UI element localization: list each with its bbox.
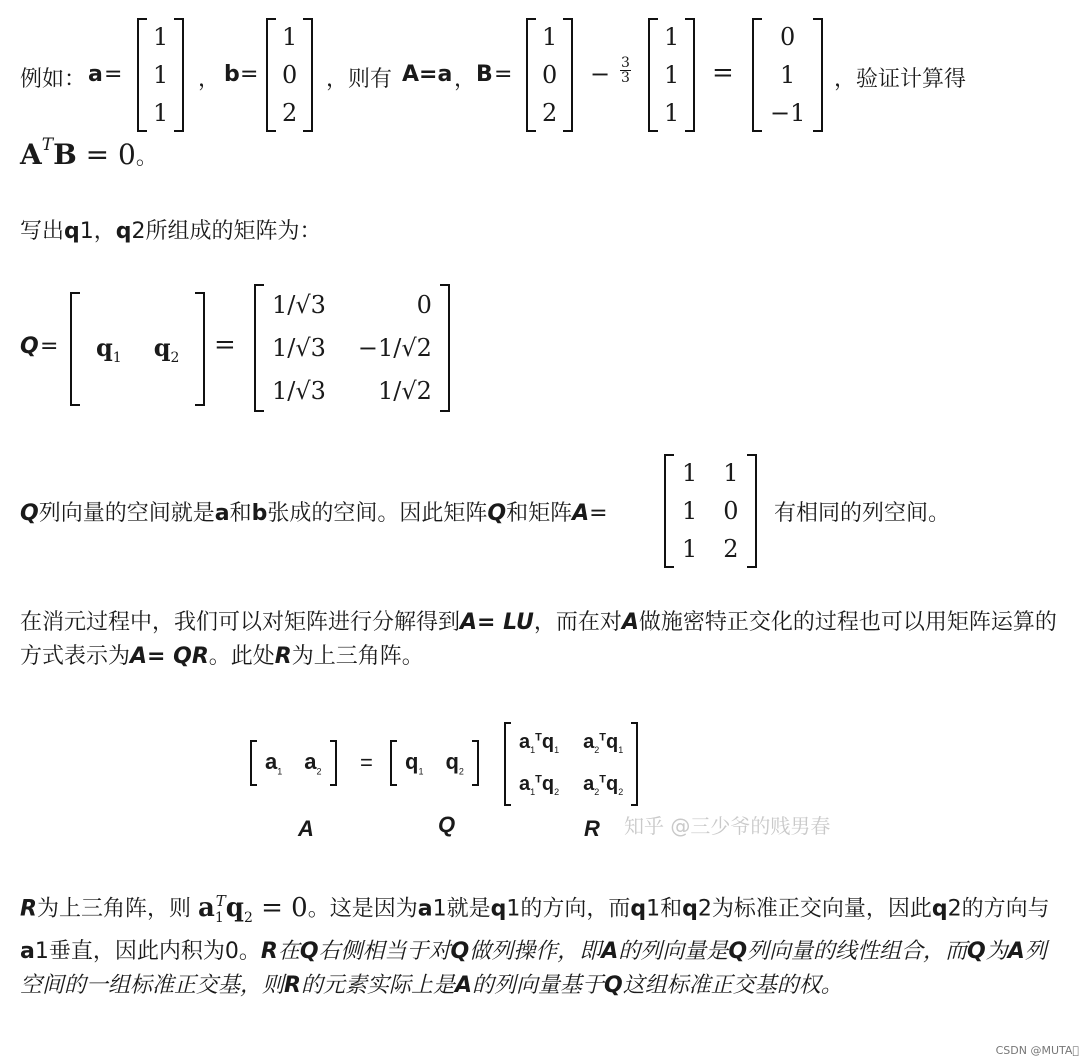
vector-a-entry: 1 xyxy=(153,99,169,127)
text: 的列向量是 xyxy=(618,938,729,964)
A-italic: A xyxy=(601,938,619,964)
vector-entry: 2 xyxy=(542,99,558,127)
text: 右侧相当于对 xyxy=(318,938,451,964)
text: 和 xyxy=(229,501,252,526)
q-bold: q xyxy=(630,896,647,922)
text: 为上三角阵，则 xyxy=(36,896,198,922)
vector-b-entry: 1 xyxy=(282,23,298,51)
vector-entry: −1 xyxy=(770,99,806,127)
text: 1的方向，而 xyxy=(506,896,631,922)
a1-entry: $a_1$ xyxy=(265,749,283,777)
minus-sign: − xyxy=(590,60,611,88)
Q-italic: Q xyxy=(487,501,507,526)
fraction-denominator: 3 xyxy=(621,70,630,86)
a-bold: a xyxy=(20,938,35,964)
atb-B: B xyxy=(53,138,77,171)
text: 所组成的矩阵为： xyxy=(145,219,322,244)
b-bold: b xyxy=(251,501,268,526)
vector-ones xyxy=(648,18,695,132)
figure-label-A: A xyxy=(298,816,314,841)
equals-sign: = xyxy=(104,62,123,87)
fraction xyxy=(620,56,631,85)
q-bold: q xyxy=(931,896,948,922)
verify-text: ，验证计算得 xyxy=(834,67,967,92)
comma: ， xyxy=(454,67,477,92)
q-entry: 1/√3 xyxy=(272,291,326,320)
text: 在消元过程中，我们可以对矩阵进行分解得到 xyxy=(20,610,461,635)
q2-column: $q_2$ xyxy=(153,332,180,366)
Q-italic: Q xyxy=(299,938,319,964)
figure-matrix-R xyxy=(504,722,638,806)
b-label: b xyxy=(224,62,240,87)
paragraph-explanation xyxy=(20,884,1065,1003)
matrix-A-entry: 1 xyxy=(723,459,739,487)
AQR-italic: A= QR xyxy=(130,644,209,669)
text: 和矩阵 xyxy=(506,501,573,526)
q1-column: $q_1$ xyxy=(96,332,122,366)
vector-entry: 1 xyxy=(542,23,558,51)
q-entry: 1/√3 xyxy=(272,333,326,362)
text: 2为标准正交向量，因此 xyxy=(697,896,932,922)
matrix-A xyxy=(664,454,757,568)
vector-entry: 1 xyxy=(664,23,680,51)
matrix-A-entry: 2 xyxy=(723,535,739,563)
text: 在 xyxy=(277,938,300,964)
q-entry: −1/√2 xyxy=(357,333,432,362)
text: 为 xyxy=(985,938,1008,964)
comma: ， xyxy=(198,67,221,92)
R-italic: R xyxy=(260,938,278,964)
q2-bold: q xyxy=(115,219,132,244)
text: 列向量的线性组合，而 xyxy=(747,938,968,964)
text: 列向量的空间就是 xyxy=(38,501,215,526)
Q-italic: Q xyxy=(728,938,748,964)
text: 写出 xyxy=(20,219,65,244)
equals-sign: = xyxy=(40,334,59,359)
equals-sign: = xyxy=(712,58,734,88)
atb-formula xyxy=(20,134,158,171)
R-italic: R xyxy=(20,896,37,922)
text: ，而在对 xyxy=(533,610,622,635)
figure-label-Q: Q xyxy=(438,812,456,837)
colspace-end: 有相同的列空间。 xyxy=(774,501,951,526)
vector-b xyxy=(266,18,313,132)
figure-label-R: R xyxy=(584,816,600,841)
vector-b-entry: 0 xyxy=(282,61,298,89)
a-bold: a xyxy=(214,501,230,526)
matrix-A-entry: 0 xyxy=(723,497,739,525)
figure-equals: = xyxy=(360,750,373,775)
matrix-A-entry: 1 xyxy=(682,535,698,563)
text: 的元素实际上是 xyxy=(300,972,455,998)
equals-sign: = xyxy=(240,62,259,87)
atb-T: T xyxy=(41,134,54,155)
q-entry: 0 xyxy=(416,291,432,320)
q-values-matrix xyxy=(254,284,450,412)
r11-entry: $a_1^Tq_1$ xyxy=(519,731,560,755)
text: 1就是 xyxy=(432,896,491,922)
q1-entry: $q_1$ xyxy=(405,749,424,777)
inline-formula: $a_1^Tq_2 = 0$ xyxy=(197,892,308,926)
text: = xyxy=(589,501,608,526)
A-italic: A xyxy=(621,610,639,635)
text: 这组标准正交基的权。 xyxy=(622,972,843,998)
q-entry: 1/√3 xyxy=(272,376,326,405)
A-italic: A xyxy=(454,972,473,998)
write-q-line xyxy=(20,214,322,245)
zhihu-watermark: 知乎 @三少爷的贱男春 xyxy=(624,814,831,838)
text: 。此处 xyxy=(208,644,275,669)
A-italic: A xyxy=(572,501,590,526)
atb-rest: = 0 xyxy=(76,138,136,171)
text: 张成的空间。因此矩阵 xyxy=(267,501,488,526)
R-italic: R xyxy=(284,972,301,998)
r21-entry: $a_1^Tq_2$ xyxy=(519,773,560,797)
a-label: a xyxy=(88,62,103,87)
Q-label: Q xyxy=(20,334,39,359)
intro-text: 例如： xyxy=(20,67,87,92)
text: 。这是因为 xyxy=(307,896,418,922)
text: 1垂直，因此内积为0。 xyxy=(34,938,261,964)
Q-italic: Q xyxy=(450,938,470,964)
vector-result xyxy=(752,18,823,132)
q2-entry: $q_2$ xyxy=(445,749,464,777)
Q-italic: Q xyxy=(604,972,623,998)
atb-period: 。 xyxy=(135,145,158,170)
text: 1 xyxy=(79,219,94,244)
A-italic: A xyxy=(1007,938,1025,964)
ALU-italic: A= LU xyxy=(460,610,534,635)
matrix-A-entry: 1 xyxy=(682,497,698,525)
csdn-footer: CSDN @MUTA⃝ xyxy=(995,1044,1079,1057)
matrix-A-entry: 1 xyxy=(682,459,698,487)
q-entry: 1/√2 xyxy=(378,376,432,405)
q-columns-matrix xyxy=(70,292,205,406)
fraction-numerator: 3 xyxy=(621,55,630,71)
A-eq-a: A=a xyxy=(402,62,453,87)
text: 的列向量基于 xyxy=(472,972,605,998)
B-label: B xyxy=(476,62,493,87)
Q-italic: Q xyxy=(967,938,986,964)
q1-bold: q xyxy=(64,219,80,244)
vector-entry: 1 xyxy=(664,61,680,89)
q-bold: q xyxy=(490,896,507,922)
vector-a-entry: 1 xyxy=(153,23,169,51)
text: 为上三角阵。 xyxy=(291,644,424,669)
equals-sign: = xyxy=(214,330,236,360)
vector-a xyxy=(137,18,184,132)
r22-entry: $a_2^Tq_2$ xyxy=(583,773,624,797)
atb-A: A xyxy=(20,138,42,171)
vector-entry: 1 xyxy=(780,61,796,89)
equals-sign: = xyxy=(494,62,513,87)
vector-entry: 0 xyxy=(542,61,558,89)
colspace-sentence xyxy=(20,496,608,527)
figure-matrix-Q xyxy=(390,740,479,786)
q-bold: q xyxy=(682,896,698,922)
vector-b-entry: 2 xyxy=(282,99,298,127)
text: 做施密特正交化的过程也可以用矩阵运算的方式表示为 xyxy=(20,610,1057,669)
text: 2的方向与 xyxy=(947,896,1050,922)
text: 做列操作，即 xyxy=(469,938,602,964)
vector-a-entry: 1 xyxy=(153,61,169,89)
figure-matrix-A xyxy=(250,740,337,786)
paragraph-decomposition xyxy=(20,606,1065,674)
vector-entry: 1 xyxy=(664,99,680,127)
then-text: ，则有 xyxy=(326,67,393,92)
text: 1和 xyxy=(646,896,683,922)
r12-entry: $a_2^Tq_1$ xyxy=(583,731,624,755)
Q-italic: Q xyxy=(20,501,39,526)
R-italic: R xyxy=(274,644,292,669)
a2-entry: $a_2$ xyxy=(304,749,322,777)
text: 列空间的一组标准正交基，则 xyxy=(20,938,1047,998)
vector-entry: 0 xyxy=(780,23,796,51)
text: 2 xyxy=(131,219,146,244)
vector-B-b xyxy=(526,18,573,132)
a-bold: a xyxy=(417,896,433,922)
text: ， xyxy=(93,219,116,244)
